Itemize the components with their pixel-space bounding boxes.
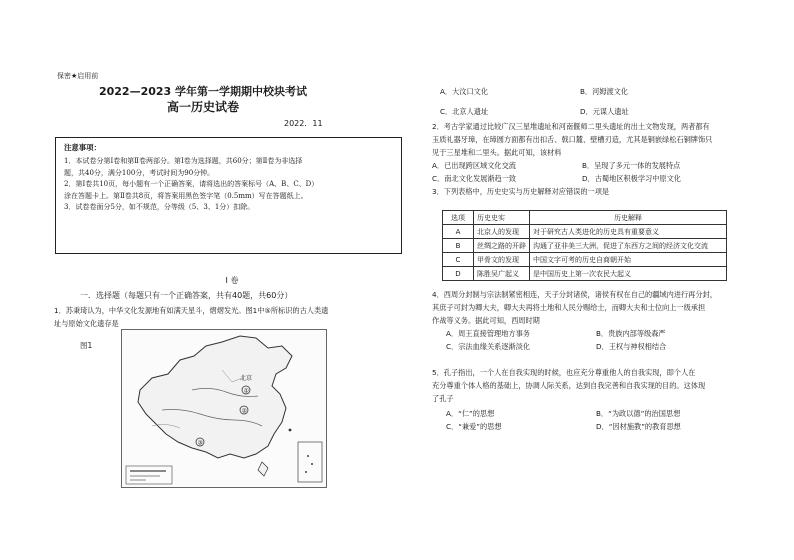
- question-4-line: 作战等义务。据此可知，西周时期: [432, 316, 540, 325]
- table-cell: 丝绸之路的开辟: [474, 239, 530, 253]
- option-a[interactable]: A．“仁”的思想: [446, 409, 495, 418]
- question-2-line: 见于三星堆和二里头。据此可知，该材料: [432, 148, 562, 157]
- option-a[interactable]: A．周王直接管理地方事务: [446, 329, 530, 338]
- question-3-stem: 3．下列表格中，历史史实与历史解释对应错误的一项是: [432, 187, 610, 196]
- table-cell: A: [443, 225, 474, 239]
- table-row: [443, 267, 727, 281]
- notice-line: 1．本试卷分第Ⅰ卷和第Ⅱ卷两部分。第Ⅰ卷为选择题，共60分；第Ⅱ卷为非选择: [64, 157, 303, 166]
- table-cell: 对于研究古人类进化的历史具有重要意义: [530, 225, 727, 239]
- map-marker-2: ②: [241, 407, 247, 415]
- volume-label: Ⅰ 卷: [225, 276, 239, 285]
- table-row: [443, 225, 727, 239]
- question-1-options: [440, 85, 740, 118]
- option-a[interactable]: A．已出现跨区域文化交流: [432, 161, 516, 170]
- table-header-cell: 选项: [443, 211, 474, 225]
- question-2-line: 玉质礼器牙璋，在璋圆方面都有出扣舌、戟口麓、壁槽刃造，尤其是铜嵌绿松石铜牌饰只: [432, 135, 713, 144]
- option-d[interactable]: D．王权与神权相结合: [596, 342, 667, 351]
- table-cell: 陈胜吴广起义: [474, 267, 530, 281]
- option-d[interactable]: D．元谋人遗址: [580, 107, 629, 116]
- question-1-line: 1．苏秉琦认为，中华文化发源地有如满天星斗，熠熠发光。图1中⑤所标识的古人类遗: [54, 306, 329, 315]
- map-label-beijing: 北京: [240, 375, 253, 382]
- table-cell: C: [443, 253, 474, 267]
- china-map: [121, 329, 327, 488]
- option-b[interactable]: B．贵族内部等级森严: [596, 329, 666, 338]
- exam-date: 2022．11: [284, 119, 323, 128]
- notice-heading: 注意事项：: [64, 143, 101, 152]
- question-5-line: 5．孔子指出，一个人在自我实现的时候，也应充分尊重他人的自我实现，即个人在: [432, 368, 696, 377]
- notice-line: 2．第Ⅰ卷共10页，每小题有一个正确答案，请将选出的答案标号（A、B、C、D）: [64, 180, 319, 189]
- notice-line: 题，共40分，满分100分，考试时间为90分钟。: [64, 168, 215, 177]
- secret-label: 保密★启用前: [57, 72, 99, 80]
- table-header-cell: 历史史实: [474, 211, 530, 225]
- option-c[interactable]: C．“兼爱”的思想: [446, 422, 502, 431]
- question-4-line: 4．西周分封制与宗法制紧密相连，天子分封诸侯，诸侯有权在自己的疆域内进行再分封，: [432, 290, 717, 299]
- question-2: [432, 120, 772, 198]
- table-cell: 是中国历史上第一次农民大起义: [530, 267, 727, 281]
- question-5-line: 充分尊重个体人格的基础上，协调人际关系，达到自我完善和自我实现的目的。这体现: [432, 381, 706, 390]
- option-d[interactable]: D．“因材施教”的教育思想: [596, 422, 681, 431]
- china-map-svg: [122, 330, 326, 487]
- table-cell: 甲骨文的发现: [474, 253, 530, 267]
- question-1-line: 址与原始文化遗存是: [54, 319, 119, 328]
- notice-line: 3．试卷卷面分5分，如不规范，分等级（5、3、1分）扣除。: [64, 203, 255, 212]
- option-c[interactable]: C．北京人遗址: [440, 107, 489, 116]
- figure-label: 图1: [80, 341, 93, 350]
- option-c[interactable]: C．南北文化发展渐趋一致: [432, 174, 517, 183]
- option-b[interactable]: B．河姆渡文化: [580, 87, 629, 96]
- table-cell: D: [443, 267, 474, 281]
- table-cell: 北京人的发现: [474, 225, 530, 239]
- table-row: [443, 239, 727, 253]
- question-5: [432, 366, 772, 433]
- table-cell: 中国文字可考的历史自商朝开始: [530, 253, 727, 267]
- table-cell: B: [443, 239, 474, 253]
- question-5-line: 了孔子: [432, 394, 454, 403]
- table-cell: 沟通了亚非美三大洲，促进了东西方之间的经济文化交流: [530, 239, 727, 253]
- option-b[interactable]: B．呈现了多元一体的发展特点: [582, 161, 681, 170]
- exam-subtitle: 高一历史试卷: [166, 100, 239, 114]
- option-d[interactable]: D．古蜀地区积极学习中原文化: [582, 174, 681, 183]
- table-header-cell: 历史解释: [530, 211, 727, 225]
- table-header-row: [443, 211, 727, 225]
- map-marker-3: ③: [197, 439, 203, 447]
- history-table: [442, 210, 727, 281]
- question-2-line: 2．考古学家通过比较广汉三星堆遗址和河南偃师二里头遗址的出土文物发现，两者都有: [432, 122, 710, 131]
- notice-box: [55, 137, 402, 254]
- section-heading: 一．选择题（每题只有一个正确答案，共有40题，共60分）: [80, 291, 293, 300]
- option-a[interactable]: A．大汶口文化: [440, 87, 489, 96]
- table-row: [443, 253, 727, 267]
- notice-line: 涂在答题卡上。第Ⅱ卷共8页，将答案用黑色签字笔（0.5mm）写在答题纸上。: [64, 191, 308, 200]
- exam-title: 2022—2023 学年第一学期期中校块考试: [98, 85, 308, 98]
- map-marker-1: ①: [243, 387, 249, 395]
- question-4-line: 其庶子可封为卿大夫，卿大夫再将土地和人民分赐给士，而卿大夫和士位向上一级承担: [432, 303, 706, 312]
- question-4: [432, 288, 772, 353]
- option-c[interactable]: C．宗法血缘关系逐渐淡化: [446, 342, 531, 351]
- option-b[interactable]: B．“为政以德”的治国思想: [596, 409, 681, 418]
- question-1: [54, 304, 399, 330]
